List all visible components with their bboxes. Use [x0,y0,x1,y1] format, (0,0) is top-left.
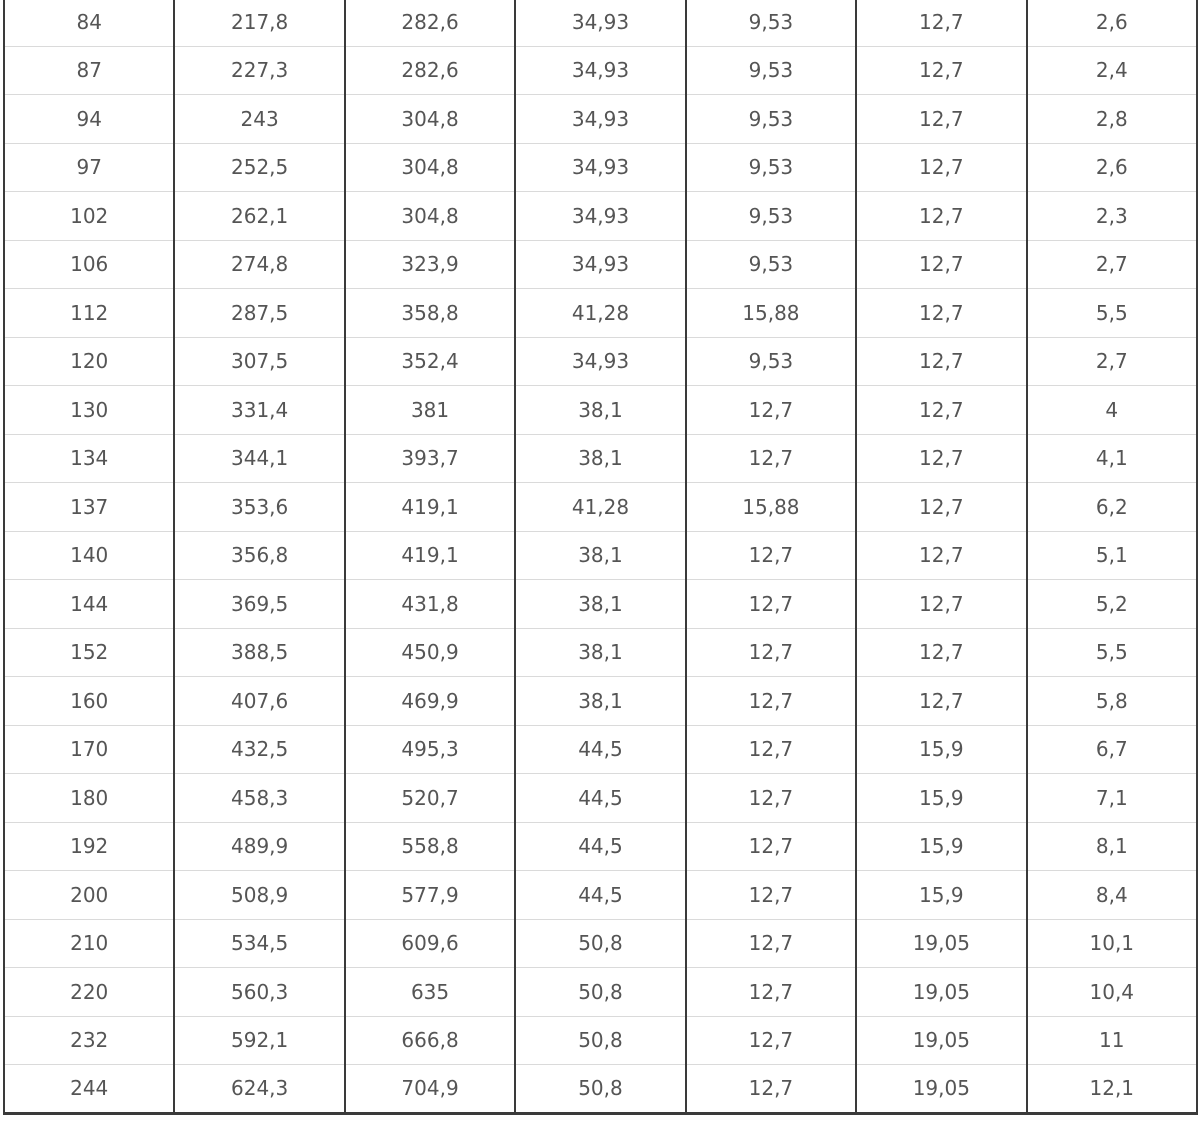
table-cell-col-3: 609,6 [345,919,515,968]
table-cell-col-5: 12,7 [686,919,856,968]
table-row [4,143,1197,192]
table-cell-col-5: 12,7 [686,822,856,871]
table-cell-col-3: 381 [345,386,515,435]
table-cell-col-6: 19,05 [856,919,1026,968]
table-cell-col-2: 432,5 [174,725,344,774]
table-cell-col-1: 180 [4,774,174,823]
table-cell-col-4: 34,93 [515,240,685,289]
table-cell-col-7: 5,1 [1027,531,1197,580]
table-cell-col-4: 50,8 [515,1065,685,1114]
table-cell-col-3: 419,1 [345,483,515,532]
table-cell-col-5: 12,7 [686,386,856,435]
table-cell-col-2: 307,5 [174,337,344,386]
table-cell-col-7: 8,4 [1027,871,1197,920]
table-cell-col-2: 274,8 [174,240,344,289]
table-cell-col-3: 323,9 [345,240,515,289]
table-cell-col-1: 140 [4,531,174,580]
table-row [4,725,1197,774]
table-cell-col-6: 12,7 [856,0,1026,46]
table-cell-col-1: 144 [4,580,174,629]
table-row [4,580,1197,629]
table-row [4,192,1197,241]
table-cell-col-4: 34,93 [515,0,685,46]
table-cell-col-4: 41,28 [515,289,685,338]
table-cell-col-5: 9,53 [686,337,856,386]
table-row [4,968,1197,1017]
table-cell-col-2: 331,4 [174,386,344,435]
table-cell-col-7: 4 [1027,386,1197,435]
table-cell-col-2: 356,8 [174,531,344,580]
table-cell-col-1: 87 [4,46,174,95]
table-row [4,822,1197,871]
table-cell-col-7: 2,6 [1027,143,1197,192]
table-cell-col-4: 34,93 [515,192,685,241]
table-cell-col-2: 489,9 [174,822,344,871]
table-cell-col-3: 450,9 [345,628,515,677]
table-cell-col-3: 704,9 [345,1065,515,1114]
table-cell-col-4: 38,1 [515,580,685,629]
table-cell-col-4: 41,28 [515,483,685,532]
table-cell-col-7: 11 [1027,1016,1197,1065]
table-cell-col-6: 19,05 [856,968,1026,1017]
table-row [4,386,1197,435]
table-cell-col-5: 12,7 [686,434,856,483]
table-cell-col-1: 94 [4,95,174,144]
table-cell-col-1: 102 [4,192,174,241]
table-cell-col-6: 12,7 [856,95,1026,144]
table-cell-col-2: 227,3 [174,46,344,95]
table-row [4,46,1197,95]
table-cell-col-3: 666,8 [345,1016,515,1065]
table-cell-col-6: 12,7 [856,677,1026,726]
table-cell-col-4: 34,93 [515,95,685,144]
table-cell-col-3: 282,6 [345,0,515,46]
table-cell-col-1: 220 [4,968,174,1017]
table-cell-col-5: 12,7 [686,628,856,677]
table-row [4,531,1197,580]
table-row [4,677,1197,726]
table-row [4,628,1197,677]
table-row [4,95,1197,144]
table-cell-col-3: 393,7 [345,434,515,483]
table-cell-col-5: 12,7 [686,1016,856,1065]
table-cell-col-6: 12,7 [856,386,1026,435]
table-cell-col-7: 2,7 [1027,240,1197,289]
table-cell-col-7: 10,4 [1027,968,1197,1017]
table-cell-col-7: 4,1 [1027,434,1197,483]
table-cell-col-7: 6,2 [1027,483,1197,532]
table-cell-col-5: 12,7 [686,1065,856,1114]
table-cell-col-5: 9,53 [686,192,856,241]
table-cell-col-4: 44,5 [515,822,685,871]
table-cell-col-6: 12,7 [856,483,1026,532]
table-cell-col-3: 520,7 [345,774,515,823]
table-cell-col-2: 287,5 [174,289,344,338]
table-row [4,774,1197,823]
table-cell-col-3: 282,6 [345,46,515,95]
table-cell-col-6: 12,7 [856,580,1026,629]
table-cell-col-6: 12,7 [856,434,1026,483]
table-cell-col-1: 244 [4,1065,174,1114]
table-cell-col-6: 12,7 [856,192,1026,241]
table-cell-col-1: 170 [4,725,174,774]
table-cell-col-4: 38,1 [515,386,685,435]
table-cell-col-4: 38,1 [515,677,685,726]
table-cell-col-5: 15,88 [686,483,856,532]
table-cell-col-4: 34,93 [515,337,685,386]
table-row [4,240,1197,289]
table-cell-col-7: 10,1 [1027,919,1197,968]
table-cell-col-5: 15,88 [686,289,856,338]
table-cell-col-5: 9,53 [686,143,856,192]
table-cell-col-2: 262,1 [174,192,344,241]
table-cell-col-4: 50,8 [515,919,685,968]
table-cell-col-3: 352,4 [345,337,515,386]
table-cell-col-1: 200 [4,871,174,920]
table-cell-col-7: 5,8 [1027,677,1197,726]
table-cell-col-1: 84 [4,0,174,46]
table-cell-col-2: 388,5 [174,628,344,677]
table-cell-col-2: 243 [174,95,344,144]
table-row [4,871,1197,920]
table-cell-col-2: 560,3 [174,968,344,1017]
table-cell-col-4: 34,93 [515,143,685,192]
table-cell-col-5: 12,7 [686,531,856,580]
table-cell-col-7: 12,1 [1027,1065,1197,1114]
table-cell-col-4: 44,5 [515,725,685,774]
table-cell-col-3: 304,8 [345,192,515,241]
table-cell-col-2: 624,3 [174,1065,344,1114]
table-cell-col-3: 495,3 [345,725,515,774]
table-cell-col-7: 2,3 [1027,192,1197,241]
table-cell-col-6: 19,05 [856,1065,1026,1114]
table-cell-col-7: 7,1 [1027,774,1197,823]
table-cell-col-4: 38,1 [515,434,685,483]
table-cell-col-5: 12,7 [686,725,856,774]
table-cell-col-5: 12,7 [686,774,856,823]
table-cell-col-4: 34,93 [515,46,685,95]
table-cell-col-6: 15,9 [856,725,1026,774]
table-cell-col-2: 369,5 [174,580,344,629]
table-cell-col-7: 5,5 [1027,289,1197,338]
table-cell-col-1: 152 [4,628,174,677]
table-cell-col-7: 2,7 [1027,337,1197,386]
table-row [4,0,1197,46]
table-cell-col-1: 192 [4,822,174,871]
table-row [4,434,1197,483]
table-cell-col-3: 304,8 [345,143,515,192]
table-cell-col-6: 12,7 [856,531,1026,580]
table-cell-col-5: 9,53 [686,95,856,144]
table-row [4,1016,1197,1065]
table-cell-col-3: 358,8 [345,289,515,338]
table-cell-col-3: 469,9 [345,677,515,726]
table-cell-col-2: 217,8 [174,0,344,46]
table-cell-col-3: 304,8 [345,95,515,144]
table-cell-col-2: 534,5 [174,919,344,968]
table-row [4,1065,1197,1114]
table-cell-col-5: 12,7 [686,871,856,920]
table-cell-col-1: 112 [4,289,174,338]
table-cell-col-5: 12,7 [686,580,856,629]
table-cell-col-1: 106 [4,240,174,289]
table-cell-col-2: 344,1 [174,434,344,483]
table-cell-col-4: 50,8 [515,1016,685,1065]
table-cell-col-2: 508,9 [174,871,344,920]
table-row [4,919,1197,968]
table-cell-col-4: 44,5 [515,774,685,823]
table-cell-col-1: 97 [4,143,174,192]
table-cell-col-6: 15,9 [856,774,1026,823]
table-cell-col-2: 592,1 [174,1016,344,1065]
table-cell-col-7: 5,2 [1027,580,1197,629]
table-cell-col-7: 6,7 [1027,725,1197,774]
table-cell-col-3: 431,8 [345,580,515,629]
table-cell-col-6: 12,7 [856,240,1026,289]
table-cell-col-6: 19,05 [856,1016,1026,1065]
table-cell-col-3: 577,9 [345,871,515,920]
table-cell-col-5: 9,53 [686,0,856,46]
table-cell-col-5: 12,7 [686,677,856,726]
table-cell-col-6: 12,7 [856,337,1026,386]
table-cell-col-1: 232 [4,1016,174,1065]
table-cell-col-3: 558,8 [345,822,515,871]
table-cell-col-7: 8,1 [1027,822,1197,871]
table-cell-col-1: 210 [4,919,174,968]
table-cell-col-6: 12,7 [856,143,1026,192]
table-cell-col-7: 2,8 [1027,95,1197,144]
table-cell-col-5: 9,53 [686,46,856,95]
table-cell-col-7: 2,4 [1027,46,1197,95]
table-cell-col-2: 353,6 [174,483,344,532]
table-row [4,483,1197,532]
table-cell-col-6: 15,9 [856,822,1026,871]
table-row [4,289,1197,338]
table-body [4,0,1197,1113]
table-row [4,337,1197,386]
table-cell-col-6: 12,7 [856,46,1026,95]
table-cell-col-5: 9,53 [686,240,856,289]
table-cell-col-2: 458,3 [174,774,344,823]
table-cell-col-6: 15,9 [856,871,1026,920]
table-cell-col-6: 12,7 [856,628,1026,677]
table-cell-col-3: 635 [345,968,515,1017]
table-cell-col-1: 137 [4,483,174,532]
table-cell-col-4: 50,8 [515,968,685,1017]
table-cell-col-2: 252,5 [174,143,344,192]
table-cell-col-7: 2,6 [1027,0,1197,46]
table-cell-col-1: 130 [4,386,174,435]
table-cell-col-1: 120 [4,337,174,386]
table-cell-col-4: 44,5 [515,871,685,920]
table-cell-col-1: 160 [4,677,174,726]
table-cell-col-3: 419,1 [345,531,515,580]
table-cell-col-7: 5,5 [1027,628,1197,677]
table-cell-col-1: 134 [4,434,174,483]
table-cell-col-2: 407,6 [174,677,344,726]
data-table [3,0,1198,1115]
table-cell-col-5: 12,7 [686,968,856,1017]
table-cell-col-6: 12,7 [856,289,1026,338]
table-cell-col-4: 38,1 [515,628,685,677]
table-cell-col-4: 38,1 [515,531,685,580]
